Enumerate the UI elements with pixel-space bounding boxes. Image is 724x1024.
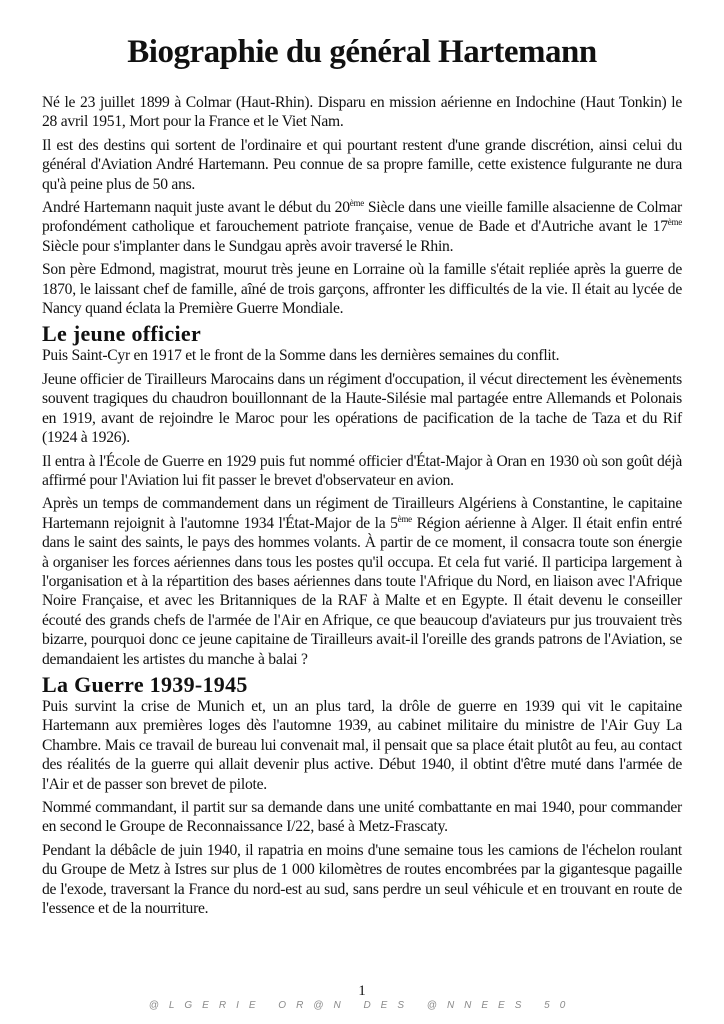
intro-paragraph-4: Son père Edmond, magistrat, mourut très jeune en Lorraine où la famille s'était repliée après la guerre de 1870, le laissant chef de famille, aîné de trois garçons, affronter les difficultés de la vie. Il était au lycée de Nancy quand éclata la Première Guerre Mondiale. [42,261,682,318]
intro-paragraph-3 [42,198,682,256]
text-run: Après un temps de commandement dans un régiment de Tirailleurs Algériens à Constantine, le capitaine Hartemann rejoignit à l'automne 1934 l'État-Major de la 5 [42,495,682,532]
section1-paragraph-3: Il entra à l'École de Guerre en 1929 puis fut nommé officier d'État-Major à Oran en 1930 où son goût déjà affirmé pour l'Aviation lui fit passer le brevet d'observateur en avion. [42,452,682,489]
text-run: Siècle pour s'implanter dans le Sundgau après avoir traversé le Rhin. [42,237,454,255]
document-body [42,93,682,922]
text-run: Siècle dans une vieille famille alsacienne de Colmar profondément catholique et farouchement patriote française, venue de Bade et d'Autriche avant le 17 [42,199,682,236]
section-heading-jeune-officier: Le jeune officier [42,321,202,347]
section2-paragraph-3: Pendant la débâcle de juin 1940, il rapatria en moins d'une semaine tous les camions de l'échelon roulant du Groupe de Metz à Istres sur plus de 1 000 kilomètres de routes encombrées par la gigantesque pagaille de l'exode, traversant la France du nord-est au sud, sans perdre un seul véhicule et en trouvant en route de l'essence et de la nourriture. [42,841,682,918]
page-number: 1 [358,983,366,999]
intro-paragraph-2: Il est des destins qui sortent de l'ordinaire et qui pourtant restent d'une grande discrétion, ainsi celui du général d'Aviation André Hartemann. Peu connue de sa propre famille, cette existence fulgurante ne dura qu'à peine plus de 50 ans. [42,136,682,193]
superscript: ème [667,217,682,228]
footer-watermark: @LGERIE OR@N DES @NNEES 50 [148,1000,576,1011]
section1-paragraph-2: Jeune officier de Tirailleurs Marocains dans un régiment d'occupation, il vécut directement les évènements souvent tragiques du chaudron bouillonnant de la Haute-Silésie mal partagée entre Allemands et Polonais en 1919, avant de rejoindre le Maroc pour les opérations de pacification de la tache de Taza et du Rif (1924 à 1926). [42,370,682,447]
superscript: ème [349,198,365,209]
section1-paragraph-1: Puis Saint-Cyr en 1917 et le front de la Somme dans les dernières semaines du conflit. [42,347,560,365]
text-run: Région aérienne à Alger. Il était enfin entré dans le saint des saints, le pays des hommes volants. À partir de ce moment, il consacra toute son énergie à organiser les forces aériennes dans tous les postes qu'il occupa. Et cela fut varié. Il participa largement à l'organisation et à la répartition des bases aériennes dans toute l'Afrique du Nord, en liaison avec l'Afrique Noire Française, et avec les Britanniques de la RAF à Malte et en Egypte. Il était devenu le conseiller écouté des grands chefs de l'armée de l'Air en Afrique, ce que beaucoup d'aviateurs pur jus trouvaient très bizarre, pourquoi donc ce jeune capitaine de Tirailleurs avait-il l'oreille des grands patrons de l'Aviation, se demandaient les artistes du manche à balai ? [42,514,682,668]
page-title: Biographie du général Hartemann [127,34,597,70]
section2-paragraph-1: Puis survint la crise de Munich et, un an plus tard, la drôle de guerre en 1939 qui vit le capitaine Hartemann aux premières loges dès l'automne 1939, au cabinet militaire du ministre de l'Air Guy La Chambre. Mais ce travail de bureau lui convenait mal, il pensait que sa place était plutôt au feu, au contact des réalités de la guerre qui allait devenir plus active. Début 1940, il obtint d'être muté dans l'armée de l'Air et de passer son brevet de pilote. [42,697,682,793]
section-heading-guerre: La Guerre 1939-1945 [42,671,248,697]
superscript: ème [397,513,412,524]
section2-paragraph-2: Nommé commandant, il partit sur sa demande dans une unité combattante en mai 1940, pour commander en second le Groupe de Reconnaissance I/22, basé à Metz-Frascaty. [42,799,682,836]
intro-paragraph-1: Né le 23 juillet 1899 à Colmar (Haut-Rhin). Disparu en mission aérienne en Indochine (Haut Tonkin) le 28 avril 1951, Mort pour la France et le Viet Nam. [42,94,682,131]
text-run: André Hartemann naquit juste avant le début du 20 [42,199,350,217]
section1-paragraph-4 [42,494,682,669]
